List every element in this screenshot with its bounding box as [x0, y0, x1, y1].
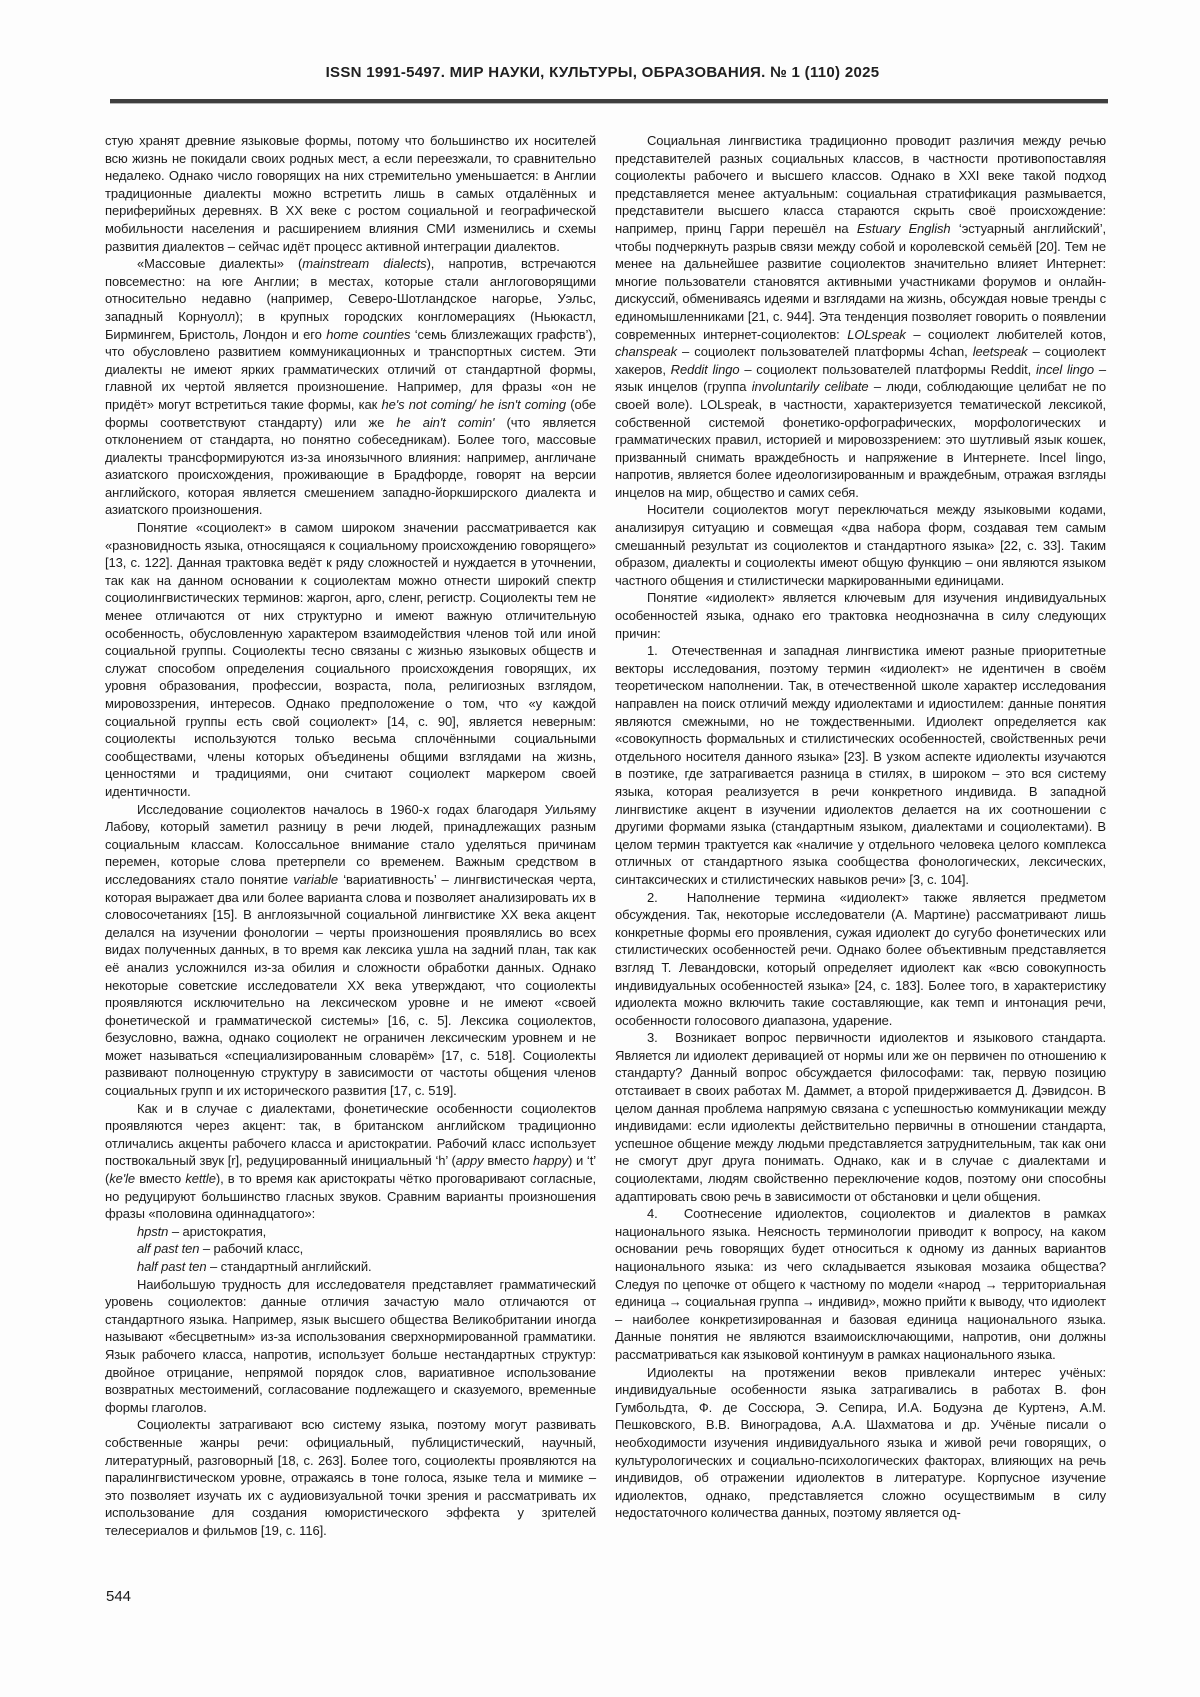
phonetic-example-line: alf past ten – рабочий класс, — [137, 1241, 304, 1257]
body-paragraph: Социальная лингвистика традиционно проводит различия между речью представителей разных социальных классов, в частности противопоставляя социолекты рабочего и высшего классов. Однако в XXI веке такой подход представляется менее актуальным: социальная стратификация размывается, представители высшего класса стараются скрыть своё происхождение: например, принц Гарри перешёл на Estuary English ‘эстуарный английский’, чтобы подчеркнуть разрыв связи между собой и королевской семьёй [20]. Тем не менее на дальнейшее развитие социолектов значительно влияет Интернет: многие пользователи становятся активными участниками форумов и онлайн-дискуссий, обмениваясь идеями и взглядами на жизнь, обсуждая новые тренды с единомышленниками [21, с. 944]. Эта тенденция позволяет говорить о появлении современных интернет-социолектов: LOLspeak – социолект любителей котов, chanspeak – социолект пользователей платформы 4chan, leetspeak – социолект хакеров, Reddit lingo – социолект пользователей платформы Reddit, incel lingo – язык инцелов (группа involuntarily celibate – люди, соблюдающие целибат не по своей воле). LOLspeak, в частности, характеризуется тематической лексикой, собственной системой фонетико-орфографических, морфологических и грамматических правил, историей и мировоззрением: это шутливый язык кошек, призванный снимать враждебность и напряжение в Интернете. Incel lingo, напротив, является более идеологизированным и враждебным, отражая взгляды инцелов на мир, общество и самих себя. — [615, 133, 1107, 500]
header-rule — [110, 99, 1108, 104]
phonetic-example-line: hpstn – аристократия, — [137, 1223, 267, 1239]
body-paragraph: Идиолекты на протяжении веков привлекали интерес учёных: индивидуальные особенности языка затрагивались в работах В. фон Гумбольдта, Ф. де Соссюра, Э. Сепира, И.А. Бодуэна де Куртенэ, А.М. Пешковского, В.В. Виноградова, А.А. Шахматова и др. Учёные писали о необходимости изучения индивидуального языка и живой речи говорящих, о культурологических и социально-психологических факторах, влияющих на речь индивидов, об отражении идиолектов в литературе. Корпусное изучение идиолектов, однако, представляется сложно осуществимым в силу недостаточного количества данных, поэтому является од- — [615, 1364, 1106, 1521]
column-right — [615, 132, 1106, 1540]
body-paragraph: Понятие «идиолект» является ключевым для изучения индивидуальных особенностей языка, однако его трактовка неоднозначна в силу следующих причин: — [615, 590, 1106, 641]
page-number: 544 — [106, 1588, 132, 1605]
body-paragraph: Исследование социолектов началось в 1960-х годах благодаря Уильяму Лабову, который заметил разницу в речи людей, принадлежащих разным социальным классам. Колоссальное внимание стало уделяться причинам перемен, которые слова претерпели со временем. Важным средством в исследованиях стало понятие variable ‘вариативность’ – лингвистическая черта, которая выражает два или более варианта слова и позволяет анализировать их в словосочетаниях [15]. В англоязычной социальной лингвистике XX века акцент делался на изучении фонологии – черты произношения проявлялись во всех видах полученных данных, в то время как лексика ушла на задний план, так как её анализ усложнился из-за обилия и сложности обработки данных. Однако некоторые советские исследователи XX века утверждают, что социолекты проявляются исключительно на лексическом уровне и не имеют «своей фонетической и грамматической системы» [16, с. 5]. Лексика социолектов, безусловно, важна, однако социолект не ограничен лексическим уровнем и не может называться «специализированным словарём» [17, с. 518]. Социолекты развивают полноценную структуру в зависимости от частоты общения членов социальных групп и их исторического развития [17, с. 519]. — [105, 801, 596, 1099]
body-paragraph: Понятие «социолект» в самом широком значении рассматривается как «разновидность языка, относящаяся к социальному происхождению говорящего» [13, с. 122]. Данная трактовка ведёт к ряду сложностей и нуждается в уточнении, так как на данном основании к социолектам можно отнести широкий спектр социолингвистических терминов: жаргон, арго, сленг, регистр. Социолекты тем не менее отличаются от них структурно и имеют важную отличительную особенность, обусловленную характером взаимодействия членов той или иной социальной группы. Социолекты тесно связаны с жизнью языковых обществ и служат способом определения социального происхождения говорящих, их уровня образования, профессии, возраста, пола, религиозных взглядом, мировоззрения, интересов. Однако предположение о том, что «у каждой социальной группы есть свой социолект» [14, с. 90], является неверным: социолекты используются только весьма сплочёнными социальными сообществами, члены которых объединены общими взглядами на жизнь, ценностями и традициями, они считают социолект маркером своей идентичности. — [105, 520, 596, 799]
body-paragraph: стую хранят древние языковые формы, потому что большинство их носителей всю жизнь не покидали своих родных мест, а если переезжали, то сравнительно недалеко. Однако число говорящих на них стремительно уменьшается: в Англии традиционные диалекты можно встретить лишь в самых отдалённых и периферийных деревнях. В XX веке с ростом социальной и географической мобильности населения и расширением влияния СМИ изменились и схемы развития диалектов – сейчас идёт процесс активной интеграции диалектов. — [105, 133, 596, 254]
phonetic-example-line: half past ten – стандартный английский. — [137, 1259, 372, 1274]
body-paragraph: Как и в случае с диалектами, фонетические особенности социолектов проявляются через акцент: так, в британском английском традиционно отличались акценты рабочего класса и аристократии. Рабочий класс использует поствокальный звук [r], редуцированный инициальный ‘h’ (appy вместо happy) и ‘t’ (ke'le вместо kettle), в то время как аристократы чётко проговаривают согласные, но редуцируют большинство гласных звуков. Сравним варианты произношения фразы «половина одиннадцатого»: — [105, 1100, 597, 1222]
body-paragraph: Наибольшую трудность для исследователя представляет грамматический уровень социолектов: данные отличия зачастую мало отличаются от стандартного языка. Например, язык высшего общества Великобритании иногда называют «бесцветным» из-за использования сверхнормированной грамматики. Язык рабочего класса, напротив, использует больше нестандартных структур: двойное отрицание, непрямой порядок слов, вариативное использование возвратных местоимений, согласование подлежащего и сказуемого, временные формы глаголов. — [105, 1276, 596, 1415]
text-columns — [105, 132, 1106, 1540]
body-paragraph: «Массовые диалекты» (mainstream dialects), напротив, встречаются повсеместно: на юге Англии; в местах, которые стали англоговорящими относительно недавно (например, Северо-Шотландское нагорье, Уэльс, западный Корнуолл); в крупных городских конгломерациях (Ньюкастл, Бирмингем, Бристоль, Лондон и его home counties ‘семь близлежащих графств’), что обусловлено развитием коммуникационных и транспортных систем. Эти диалекты не имеют ярких грамматических отличий от стандартной формы, главной их чертой является произношение. Например, для фразы «он не придёт» могут встретиться такие формы, как he's not coming/ he isn't coming (обе формы соответствуют стандарту) или же he ain't comin' (что является отклонением от стандарта, но понятно собеседникам). Более того, массовые диалекты трансформируются из-за иноязычного влияния: например, англичане азиатского происхождения, проживающие в Брадфорде, говорят на версии английского, которая является смешением западно-йоркширского диалекта и азиатского произношения. — [105, 256, 597, 518]
numbered-item: 1. Отечественная и западная лингвистика имеют разные приоритетные векторы исследования, поэтому термин «идиолект» не идентичен в своём теоретическом наполнении. Так, в отечественной школе характер исследования направлен на поиск отличий между идиолектами и идиостилем: данные понятия являются смежными, но не тождественными. Идиолект определяется как «совокупность формальных и стилистических особенностей, свойственных речи отдельного носителя данного языка» [23]. В узком аспекте идиолекты изучаются в поэтике, где затрагивается разница в стилях, в широком – это вся систему языка, которая реализуется в речи конкретного индивида. В западной лингвистике акцент в изучении идиолектов делается на их соотношении с другими формами языка (стандартным языком, диалектами и социолектами). В целом термин трактуется как «наличие у отдельного человека целого комплекса отличных от стандартного языка сообщества фонологических, лексических, синтаксических и стилистических навыков речи» [3, с. 104]. — [615, 643, 1106, 887]
numbered-item: 2. Наполнение термина «идиолект» также является предметом обсуждения. Так, некоторые исследователи (А. Мартине) рассматривают лишь конкретные формы его проявления, сужая идиолект до сугубо фонетических или стилистических особенностей речи. Однако более объективным представляется взгляд Т. Левандовски, который определяет идиолект как «всю совокупность индивидуальных особенностей языка» [24, с. 183]. Более того, в характеристику идиолекта можно включить такие составляющие, как темп и интонация речи, особенности голосового диапазона, ударение. — [615, 889, 1106, 1028]
column-left — [105, 132, 596, 1540]
numbered-item: 4. Соотнесение идиолектов, социолектов и диалектов в рамках национального языка. Неясность терминологии приводит к вопросу, на каком основании речь говорящих будет относиться к одному из данных вариантов национального языка: из чего складывается языковая мозаика общества? Следуя по цепочке от общего к частному по модели «народ → территориальная единица → социальная группа → индивид», можно прийти к выводу, что идиолект – наиболее конкретизированная и базовая единица национального языка. Данные понятия не являются взаимоисключающими, напротив, они должны рассматриваться как языковой континуум в рамках национального языка. — [615, 1206, 1106, 1362]
body-paragraph: Носители социолектов могут переключаться между языковыми кодами, анализируя ситуацию и совмещая «два набора форм, создавая тем самым смешанный результат из социолектов и стандартного языка» [22, с. 33]. Таким образом, диалекты и социолекты имеют общую функцию – они являются языком частного общения и стилистически маркированными единицами. — [615, 502, 1106, 588]
body-paragraph: Социолекты затрагивают всю систему языка, поэтому могут развивать собственные жанры речи: официальный, публицистический, научный, литературный, разговорный [18, с. 263]. Более того, социолекты проявляются на паралингвистическом уровне, отражаясь в тоне голоса, языке тела и мимике – это позволяет изучать их с аудиовизуальной точки зрения и рассматривать их использование для создания юмористического эффекта у зрителей телесериалов и фильмов [19, с. 116]. — [105, 1417, 596, 1538]
journal-header: ISSN 1991-5497. МИР НАУКИ, КУЛЬТУРЫ, ОБРАЗОВАНИЯ. № 1 (110) 2025 — [325, 64, 880, 81]
numbered-item: 3. Возникает вопрос первичности идиолектов и языкового стандарта. Является ли идиолект деривацией от нормы или же он первичен по отношению к стандарту? Данный вопрос обсуждается философами: так, первую позицию отстаивает в своих работах М. Даммет, а второй придерживается Д. Дэвидсон. В целом данная проблема напрямую связана с успешностью коммуникации между индивидами: если идиолекты действительно первичны в отношении стандарта, успешное общение между людьми представляется затруднительным, так как они не смогут друг друга понимать. Однако, как и в случае с диалектами и социолектами, людям свойственно переключение кодов, поэтому они способны адаптировать свою речь в зависимости от обстановки и цели общения. — [615, 1030, 1106, 1204]
